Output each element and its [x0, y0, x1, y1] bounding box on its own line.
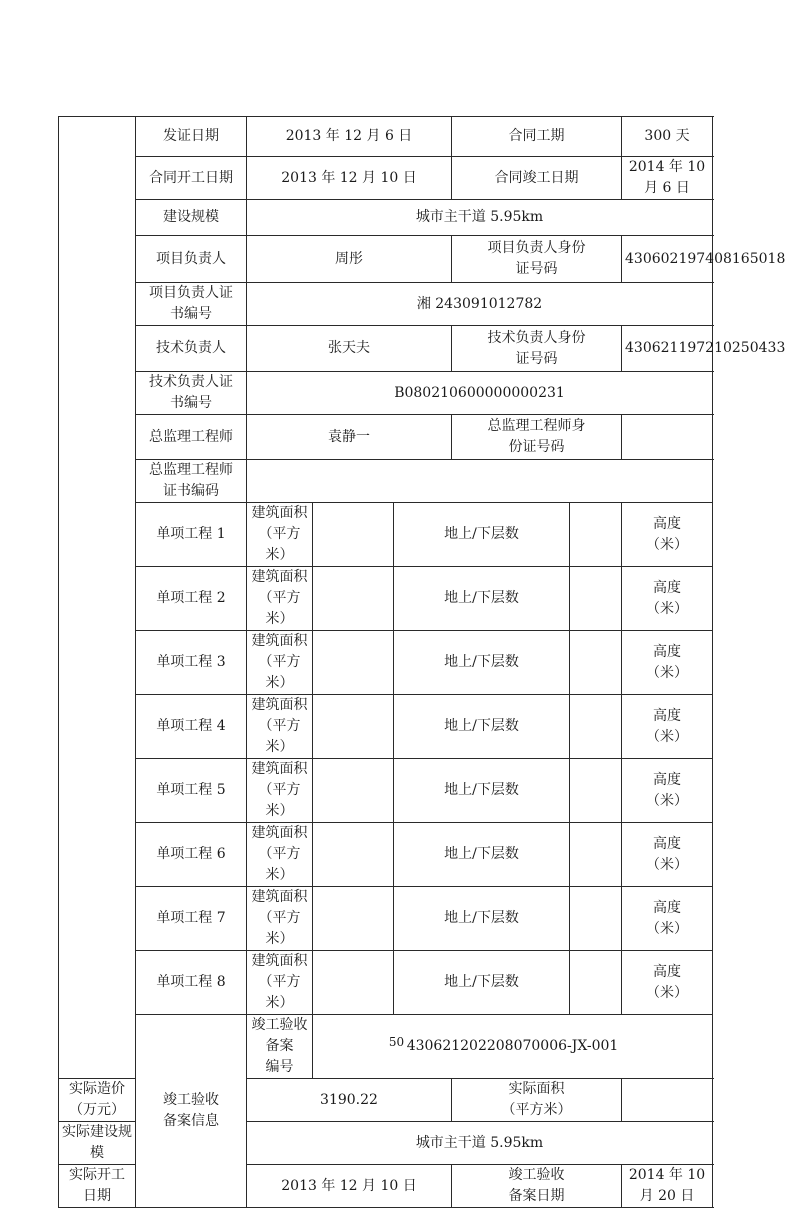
manager-cert-value: 湘 243091012782 [247, 283, 713, 326]
area-label-line2: （平方米） [258, 590, 301, 627]
supervisor-id-label-line1: 总监理工程师身 [487, 418, 586, 434]
height-label [622, 759, 713, 823]
floors-value [570, 695, 622, 759]
floors-label: 地上/下层数 [394, 951, 570, 1015]
contract-start-value: 2013 年 12 月 10 日 [247, 157, 452, 200]
supervisor-value: 袁静一 [247, 415, 452, 460]
tech-id-label-line2: 证号码 [515, 350, 558, 367]
cost-label-line1: 实际造价 [69, 1081, 125, 1097]
cost-label-line2: （万元） [69, 1102, 125, 1118]
area-label-line2: （平方米） [258, 526, 301, 563]
floors-label: 地上/下层数 [394, 695, 570, 759]
sub-project-name: 单项工程 5 [136, 759, 247, 823]
area-value [313, 503, 394, 567]
floors-value [570, 567, 622, 631]
manager-cert-label [136, 283, 247, 326]
sub-project-name: 单项工程 6 [136, 823, 247, 887]
height-label-line2: （米） [646, 856, 689, 873]
supervisor-cert-label-line2: 证书编码 [163, 483, 219, 499]
tech-cert-label [136, 372, 247, 415]
contract-end-label: 合同竣工日期 [452, 157, 622, 200]
sub-project-row [59, 695, 713, 759]
actual-area-label [452, 1079, 622, 1122]
sub-project-name: 单项工程 3 [136, 631, 247, 695]
supervisor-id-label-line2: 份证号码 [508, 439, 565, 455]
cost-label [59, 1079, 136, 1122]
area-label-line2: （平方米） [258, 846, 301, 883]
manager-id-value: 430602197408165018 [622, 236, 713, 283]
record-date-label [452, 1165, 622, 1208]
floors-label: 地上/下层数 [394, 567, 570, 631]
supervisor-id-value [622, 415, 713, 460]
manager-value: 周彤 [247, 236, 452, 283]
area-value [313, 823, 394, 887]
height-label [622, 887, 713, 951]
actual-start-label [59, 1165, 136, 1208]
height-label [622, 823, 713, 887]
height-label-line2: （米） [646, 920, 689, 937]
area-label-line1: 建筑面积 [251, 697, 308, 713]
manager-cert-label-line2: 书编号 [170, 306, 212, 322]
manager-label: 项目负责人 [136, 236, 247, 283]
tech-cert-value: B080210600000000231 [247, 372, 713, 415]
floors-label: 地上/下层数 [394, 887, 570, 951]
height-label-line2: （米） [646, 536, 689, 553]
floors-value [570, 503, 622, 567]
actual-start-label-line2: 日期 [83, 1188, 111, 1204]
height-label-line1: 高度 [653, 707, 682, 724]
height-label-line1: 高度 [653, 899, 682, 916]
actual-scale-value: 城市主干道 5.95km [247, 1122, 713, 1165]
actual-scale-label: 实际建设规模 [59, 1122, 136, 1165]
floors-label: 地上/下层数 [394, 823, 570, 887]
sub-project-row [59, 567, 713, 631]
actual-start-value: 2013 年 12 月 10 日 [247, 1165, 452, 1208]
supervisor-label: 总监理工程师 [136, 415, 247, 460]
manager-id-label-line2: 证号码 [515, 261, 558, 277]
height-label [622, 567, 713, 631]
tech-id-label-line1: 技术负责人身份 [487, 329, 586, 346]
area-label [247, 631, 313, 695]
tech-id-label [452, 326, 622, 372]
manager-cert-label-line1: 项目负责人证 [149, 285, 233, 301]
contract-end-value: 2014 年 10 月 6 日 [622, 157, 713, 200]
area-value [313, 887, 394, 951]
height-label-line1: 高度 [653, 771, 682, 788]
sub-project-name: 单项工程 7 [136, 887, 247, 951]
area-label-line1: 建筑面积 [251, 505, 308, 521]
area-label-line2: （平方米） [258, 718, 301, 755]
floors-label: 地上/下层数 [394, 759, 570, 823]
floors-value [570, 951, 622, 1015]
area-label [247, 887, 313, 951]
record-no-value: 430621202208070006-JX-001 [313, 1015, 713, 1079]
area-value [313, 695, 394, 759]
sub-project-row [59, 759, 713, 823]
sub-project-name: 单项工程 2 [136, 567, 247, 631]
height-label [622, 631, 713, 695]
area-value [313, 631, 394, 695]
height-label-line2: （米） [646, 984, 689, 1001]
floors-value [570, 823, 622, 887]
actual-start-label-line1: 实际开工 [69, 1167, 125, 1183]
floors-value [570, 759, 622, 823]
area-label [247, 503, 313, 567]
record-no-label-line1: 竣工验收备案 [251, 1017, 308, 1054]
height-label-line1: 高度 [653, 963, 682, 980]
sub-project-name: 单项工程 8 [136, 951, 247, 1015]
sub-project-row [59, 951, 713, 1015]
actual-area-label-line2: （平方米） [501, 1102, 572, 1118]
tech-value: 张天夫 [247, 326, 452, 372]
page-number: 50 [388, 1035, 405, 1049]
actual-area-label-line1: 实际面积 [508, 1081, 565, 1097]
area-value [313, 759, 394, 823]
area-label-line1: 建筑面积 [251, 953, 308, 969]
completion-section-label-line1: 竣工验收 [163, 1092, 219, 1108]
tech-id-value: 430621197210250433 [622, 326, 713, 372]
area-label [247, 759, 313, 823]
contract-period-label: 合同工期 [452, 117, 622, 157]
completion-section-label-line2: 备案信息 [163, 1113, 219, 1129]
area-label-line2: （平方米） [258, 974, 301, 1011]
record-no-label-line2: 编号 [265, 1059, 294, 1075]
area-label-line2: （平方米） [258, 782, 301, 819]
height-label-line2: （米） [646, 728, 689, 745]
area-value [313, 567, 394, 631]
area-label [247, 951, 313, 1015]
contract-start-label: 合同开工日期 [136, 157, 247, 200]
height-label-line1: 高度 [653, 835, 682, 852]
area-label-line2: （平方米） [258, 654, 301, 691]
cert-date-value: 2013 年 12 月 6 日 [247, 117, 452, 157]
cost-value: 3190.22 [247, 1079, 452, 1122]
record-date-label-line2: 备案日期 [508, 1188, 565, 1204]
area-label [247, 823, 313, 887]
sub-project-name: 单项工程 1 [136, 503, 247, 567]
supervisor-cert-value [247, 460, 713, 503]
sub-project-name: 单项工程 4 [136, 695, 247, 759]
sub-project-row [59, 503, 713, 567]
height-label [622, 695, 713, 759]
area-label [247, 567, 313, 631]
supervisor-cert-label [136, 460, 247, 503]
area-label-line1: 建筑面积 [251, 633, 308, 649]
actual-area-value [622, 1079, 713, 1122]
floors-value [570, 887, 622, 951]
height-label-line2: （米） [646, 792, 689, 809]
height-label [622, 951, 713, 1015]
contract-period-value: 300 天 [622, 117, 713, 157]
floors-value [570, 631, 622, 695]
area-value [313, 951, 394, 1015]
section-label-project [59, 117, 136, 1079]
supervisor-cert-label-line1: 总监理工程师 [149, 462, 233, 478]
supervisor-id-label [452, 415, 622, 460]
tech-label: 技术负责人 [136, 326, 247, 372]
sub-project-row [59, 823, 713, 887]
height-label-line1: 高度 [653, 515, 682, 532]
record-date-value: 2014 年 10 月 20 日 [622, 1165, 713, 1208]
scale-label: 建设规模 [136, 200, 247, 236]
record-date-label-line1: 竣工验收 [508, 1167, 565, 1183]
floors-label: 地上/下层数 [394, 631, 570, 695]
area-label-line2: （平方米） [258, 910, 301, 947]
height-label-line2: （米） [646, 600, 689, 617]
floors-label: 地上/下层数 [394, 503, 570, 567]
height-label-line1: 高度 [653, 643, 682, 660]
height-label-line2: （米） [646, 664, 689, 681]
tech-cert-label-line1: 技术负责人证 [149, 374, 233, 390]
sub-project-row [59, 887, 713, 951]
area-label [247, 695, 313, 759]
height-label-line1: 高度 [653, 579, 682, 596]
sub-project-row [59, 631, 713, 695]
area-label-line1: 建筑面积 [251, 889, 308, 905]
area-label-line1: 建筑面积 [251, 825, 308, 841]
area-label-line1: 建筑面积 [251, 569, 308, 585]
cert-date-label: 发证日期 [136, 117, 247, 157]
scale-value: 城市主干道 5.95km [247, 200, 713, 236]
manager-id-label-line1: 项目负责人身份 [487, 240, 586, 256]
tech-cert-label-line2: 书编号 [170, 395, 212, 411]
manager-id-label [452, 236, 622, 283]
height-label [622, 503, 713, 567]
area-label-line1: 建筑面积 [251, 761, 308, 777]
